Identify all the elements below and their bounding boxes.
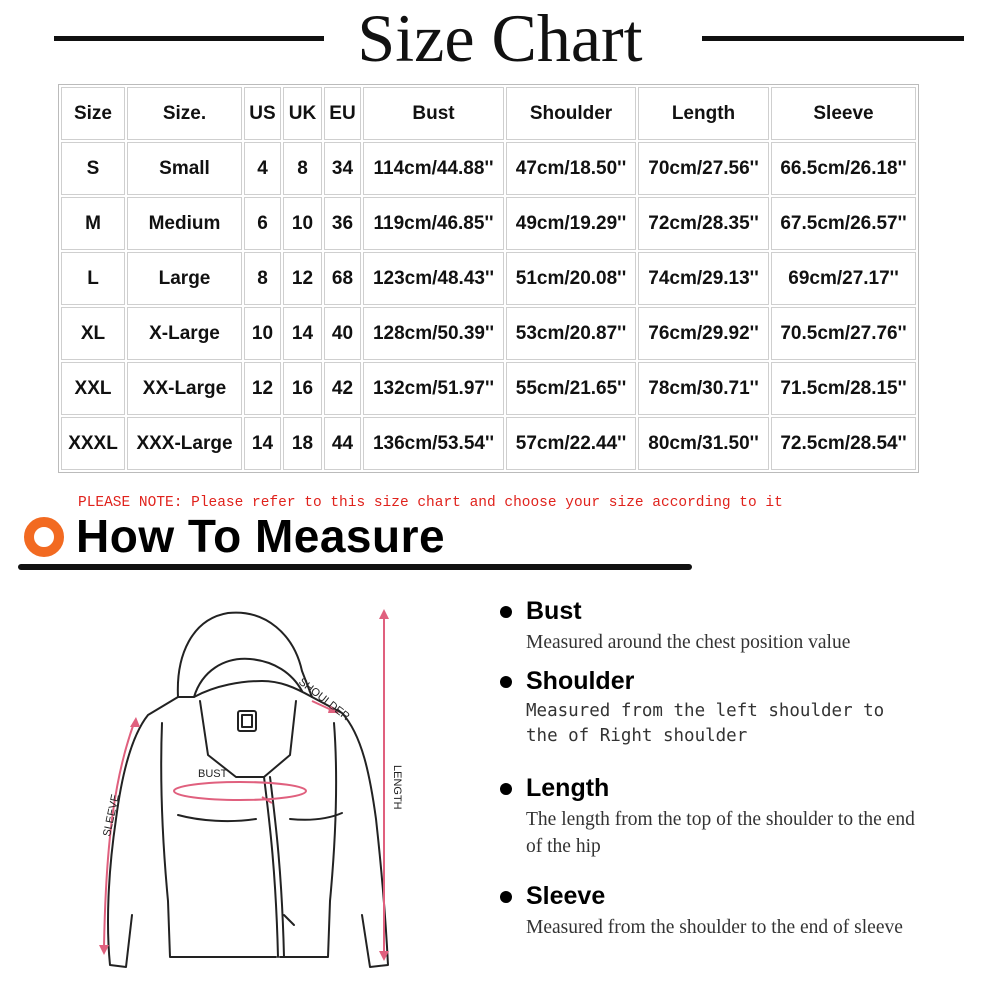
diagram-label-shoulder: SHOULDER: [296, 675, 352, 723]
table-cell: 14: [244, 417, 281, 470]
table-cell: 74cm/29.13'': [638, 252, 769, 305]
table-cell: Medium: [127, 197, 242, 250]
table-header-cell: US: [244, 87, 281, 140]
bullet-icon: [500, 606, 512, 618]
table-cell: 6: [244, 197, 281, 250]
table-header-cell: Sleeve: [771, 87, 916, 140]
table-cell: 71.5cm/28.15'': [771, 362, 916, 415]
table-header-cell: UK: [283, 87, 322, 140]
table-cell: 123cm/48.43'': [363, 252, 504, 305]
table-cell: 55cm/21.65'': [506, 362, 636, 415]
table-header-cell: Shoulder: [506, 87, 636, 140]
table-cell: 34: [324, 142, 361, 195]
definition-desc: Measured around the chest position value: [526, 632, 851, 653]
table-cell: 132cm/51.97'': [363, 362, 504, 415]
table-cell: XXX-Large: [127, 417, 242, 470]
table-cell: 78cm/30.71'': [638, 362, 769, 415]
table-cell: 68: [324, 252, 361, 305]
table-cell: XX-Large: [127, 362, 242, 415]
table-row: [61, 362, 916, 415]
table-cell: 36: [324, 197, 361, 250]
table-cell: 18: [283, 417, 322, 470]
table-cell: X-Large: [127, 307, 242, 360]
table-cell: 47cm/18.50'': [506, 142, 636, 195]
table-cell: 16: [283, 362, 322, 415]
table-cell: 10: [283, 197, 322, 250]
table-cell: 72.5cm/28.54'': [771, 417, 916, 470]
table-cell: 66.5cm/26.18'': [771, 142, 916, 195]
how-to-measure-heading: How To Measure: [76, 510, 446, 562]
table-cell: 69cm/27.17'': [771, 252, 916, 305]
table-cell: 4: [244, 142, 281, 195]
table-row: [61, 252, 916, 305]
table-cell: 136cm/53.54'': [363, 417, 504, 470]
table-cell: 114cm/44.88'': [363, 142, 504, 195]
table-cell: 12: [283, 252, 322, 305]
table-row: [61, 197, 916, 250]
table-header-cell: Size.: [127, 87, 242, 140]
table-cell: 70cm/27.56'': [638, 142, 769, 195]
please-note: PLEASE NOTE: Please refer to this size chart and choose your size according to it: [78, 495, 783, 511]
orange-ring-icon: [22, 515, 66, 559]
size-chart-table: [58, 84, 919, 473]
diagram-label-bust: BUST: [198, 768, 228, 780]
table-cell: 49cm/19.29'': [506, 197, 636, 250]
table-cell: 40: [324, 307, 361, 360]
definition-desc: The length from the top of the shoulder to the end of the hip: [526, 809, 915, 857]
diagram-label-sleeve: SLEEVE: [101, 793, 122, 838]
definition-term: Length: [526, 774, 610, 802]
table-cell: S: [61, 142, 125, 195]
table-cell: XXL: [61, 362, 125, 415]
table-header-row: [61, 87, 916, 140]
table-cell: 76cm/29.92'': [638, 307, 769, 360]
table-cell: L: [61, 252, 125, 305]
table-row: [61, 142, 916, 195]
jacket-measure-diagram: [80, 605, 440, 985]
table-cell: 128cm/50.39'': [363, 307, 504, 360]
diagram-label-length: LENGTH: [391, 765, 403, 810]
table-cell: XL: [61, 307, 125, 360]
table-header-cell: EU: [324, 87, 361, 140]
definition-desc: Measured from the left shoulder to the of Right shoulder: [526, 701, 885, 746]
table-cell: 53cm/20.87'': [506, 307, 636, 360]
table-cell: 12: [244, 362, 281, 415]
definition-term: Sleeve: [526, 882, 606, 910]
table-cell: 57cm/22.44'': [506, 417, 636, 470]
table-cell: Small: [127, 142, 242, 195]
table-header-cell: Size: [61, 87, 125, 140]
definition-desc: Measured from the shoulder to the end of sleeve: [526, 917, 903, 938]
table-header-cell: Length: [638, 87, 769, 140]
table-cell: 80cm/31.50'': [638, 417, 769, 470]
table-cell: Large: [127, 252, 242, 305]
bullet-icon: [500, 891, 512, 903]
table-cell: 14: [283, 307, 322, 360]
title-row: [0, 0, 1000, 84]
bullet-icon: [500, 783, 512, 795]
table-cell: 42: [324, 362, 361, 415]
table-cell: 51cm/20.08'': [506, 252, 636, 305]
heading-underline: [18, 564, 692, 570]
bullet-icon: [500, 676, 512, 688]
table-row: [61, 417, 916, 470]
table-header-cell: Bust: [363, 87, 504, 140]
table-cell: 10: [244, 307, 281, 360]
table-cell: M: [61, 197, 125, 250]
table-cell: 119cm/46.85'': [363, 197, 504, 250]
page-title: Size Chart: [357, 0, 643, 76]
table-row: [61, 307, 916, 360]
table-cell: 67.5cm/26.57'': [771, 197, 916, 250]
table-cell: 8: [244, 252, 281, 305]
definition-term: Bust: [526, 597, 582, 625]
table-cell: 44: [324, 417, 361, 470]
definition-term: Shoulder: [526, 667, 635, 695]
table-cell: 70.5cm/27.76'': [771, 307, 916, 360]
table-cell: 8: [283, 142, 322, 195]
table-cell: 72cm/28.35'': [638, 197, 769, 250]
table-cell: XXXL: [61, 417, 125, 470]
